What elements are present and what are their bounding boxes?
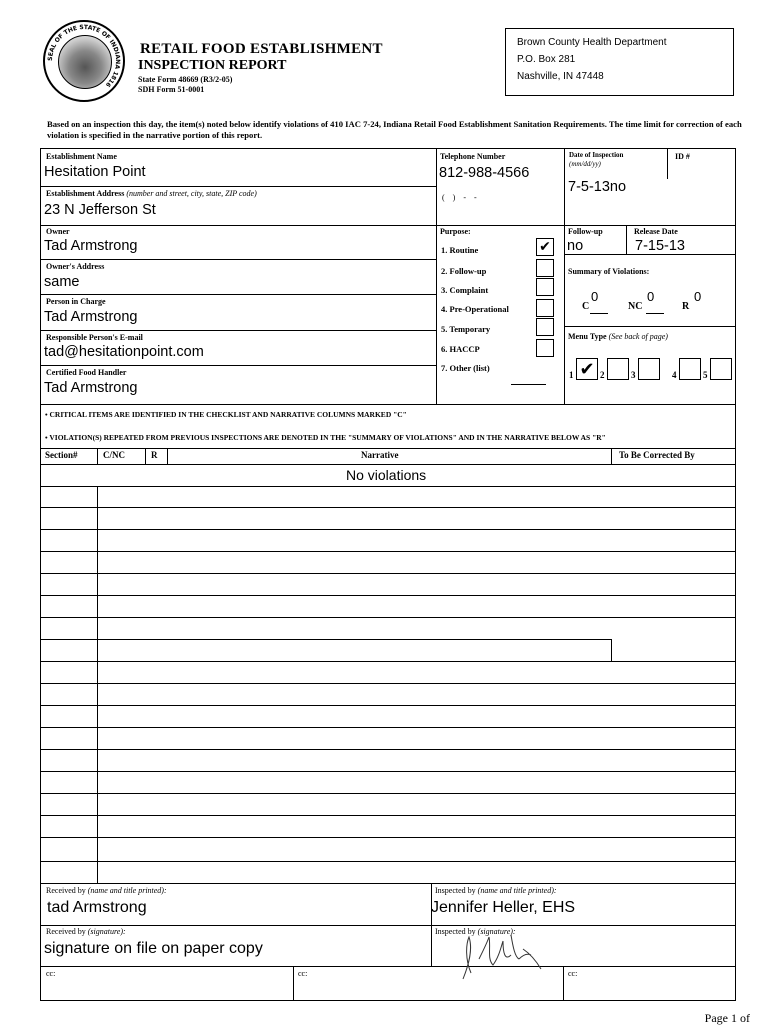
follow-up-value[interactable]: no [567,238,584,254]
summary-r-label: R [682,301,690,312]
narrative-row-1: No violations [346,467,427,483]
purpose-option-temporary: 5. Temporary [441,324,491,334]
received-by-signature-hint: (signature): [87,927,126,936]
establishment-address-value[interactable]: 23 N Jefferson St [44,202,156,218]
purpose-checkbox-pre-operational[interactable] [536,299,554,317]
summary-c-label: C [582,301,590,312]
inspected-by-name-label-text: Inspected by [435,886,476,895]
received-by-signature-label [46,927,126,936]
purpose-option-follow-up: 2. Follow-up [441,266,487,276]
purpose-checkbox-temporary[interactable] [536,318,554,336]
id-label: ID # [675,152,690,161]
menu-type-3-checkbox[interactable] [638,358,660,380]
purpose-option-haccp: 6. HACCP [441,344,480,354]
col-corrected-header: To Be Corrected By [619,450,695,460]
establishment-address-label [46,189,257,198]
follow-up-label: Follow-up [568,227,603,236]
critical-items-note: • CRITICAL ITEMS ARE IDENTIFIED IN THE CHECKLIST AND NARRATIVE COLUMNS MARKED "C" [45,410,407,419]
establishment-address-hint: (number and street, city, state, ZIP code) [126,189,257,198]
col-section-header: Section# [45,450,78,460]
received-by-name-hint: (name and title printed): [87,886,167,895]
telephone-label: Telephone Number [440,152,506,161]
purpose-checkbox-follow-up[interactable] [536,259,554,277]
summary-c-value[interactable]: 0 [591,289,599,304]
received-by-name-value[interactable]: tad Armstrong [47,899,147,916]
report-title-line1: RETAIL FOOD ESTABLISHMENT [140,41,383,57]
owner-label: Owner [46,227,70,236]
responsible-email-label: Responsible Person's E-mail [46,333,143,342]
menu-type-1-number: 1 [569,370,574,380]
inspection-form [40,148,736,1001]
repeat-violations-note: • VIOLATION(S) REPEATED FROM PREVIOUS INSPECTIONS ARE DENOTED IN THE "SUMMARY OF VIOLATIONS" AND IN THE NARRATIVE BELOW AS "R" [45,433,606,442]
summary-nc-value[interactable]: 0 [647,289,655,304]
menu-type-2-checkbox[interactable] [607,358,629,380]
release-date-value[interactable]: 7-15-13 [635,238,685,254]
owner-address-label: Owner's Address [46,262,105,271]
menu-type-hint: (See back of page) [608,332,668,341]
certified-food-handler-label: Certified Food Handler [46,368,127,377]
received-by-signature-value[interactable]: signature on file on paper copy [44,940,263,957]
inspected-by-signature-label-text: Inspected by [435,927,476,936]
page-number: Page 1 of [704,1011,750,1025]
svg-text:SEAL OF THE STATE OF INDIANA 1 [47,24,121,88]
agency-box [505,28,734,96]
purpose-checkbox-haccp[interactable] [536,339,554,357]
responsible-email-value[interactable]: tad@hesitationpoint.com [44,344,204,360]
menu-type-1-checkbox[interactable]: ✔ [576,358,598,380]
certified-food-handler-value[interactable]: Tad Armstrong [44,380,138,396]
menu-type-label-text: Menu Type [568,332,607,341]
intro-text: Based on an inspection this day, the item(s) noted below identify violations of 410 IAC 7-24, Indiana Retail Food Establishment Sanitation Requirements. The time limit for correction of each violation is specified in the narrative portion of this report. [47,119,742,140]
cc-label-2: cc: [298,969,308,978]
date-of-inspection-label: Date of Inspection [569,151,624,159]
seal-ring-icon [43,20,125,102]
state-form-number: State Form 48669 (R3/2-05) [138,75,233,84]
menu-type-5-number: 5 [703,370,708,380]
telephone-value[interactable]: 812-988-4566 [439,165,530,181]
inspected-by-name-label [435,886,557,895]
cc-label-1: cc: [46,969,56,978]
date-format-hint-text: (mm/dd/yy) [569,160,601,168]
menu-type-label [568,332,668,341]
state-seal [43,20,125,102]
date-format-hint [569,160,601,168]
agency-address: P.O. Box 281 [517,54,576,65]
owner-address-value[interactable]: same [44,274,80,290]
owner-value[interactable]: Tad Armstrong [44,238,138,254]
received-by-name-label [46,886,167,895]
purpose-checkbox-complaint[interactable] [536,278,554,296]
release-date-label: Release Date [634,227,678,236]
telephone-blank: ( ) - - [442,193,480,202]
inspected-by-name-value[interactable]: Jennifer Heller, EHS [431,899,576,916]
report-title-line2: INSPECTION REPORT [138,58,287,73]
col-narrative-header: Narrative [361,450,399,460]
seal-text: SEAL OF THE STATE OF INDIANA 1816 [46,23,122,89]
menu-type-5-checkbox[interactable] [710,358,732,380]
person-in-charge-value[interactable]: Tad Armstrong [44,309,138,325]
purpose-option-routine: 1. Routine [441,245,479,255]
menu-type-4-checkbox[interactable] [679,358,701,380]
cc-label-3: cc: [568,969,578,978]
received-by-signature-label-text: Received by [46,927,86,936]
purpose-option-complaint: 3. Complaint [441,285,489,295]
inspected-by-signature-hint: (signature): [477,927,516,936]
person-in-charge-label: Person in Charge [46,297,106,306]
summary-r-value[interactable]: 0 [694,289,702,304]
purpose-checkbox-routine[interactable]: ✔ [536,238,554,256]
sdh-form-number: SDH Form 51-0001 [138,85,205,94]
establishment-name-value[interactable]: Hesitation Point [44,164,146,180]
menu-type-2-number: 2 [600,370,605,380]
date-of-inspection-value[interactable]: 7-5-13no [568,179,627,195]
col-cnc-header: C/NC [103,450,125,460]
purpose-option-other: 7. Other (list) [441,363,490,373]
purpose-label: Purpose: [440,227,471,236]
inspector-signature-icon [449,929,559,985]
establishment-address-label-text: Establishment Address [46,189,125,198]
establishment-name-label: Establishment Name [46,152,117,161]
summary-label: Summary of Violations: [568,267,650,276]
col-r-header: R [151,450,158,460]
menu-type-3-number: 3 [631,370,636,380]
agency-city: Nashville, IN 47448 [517,71,604,82]
received-by-name-label-text: Received by [46,886,86,895]
menu-type-4-number: 4 [672,370,677,380]
summary-nc-label: NC [628,301,643,312]
inspected-by-name-hint: (name and title printed): [477,886,557,895]
agency-name: Brown County Health Department [517,37,667,48]
purpose-option-pre-operational: 4. Pre-Operational [441,304,509,314]
